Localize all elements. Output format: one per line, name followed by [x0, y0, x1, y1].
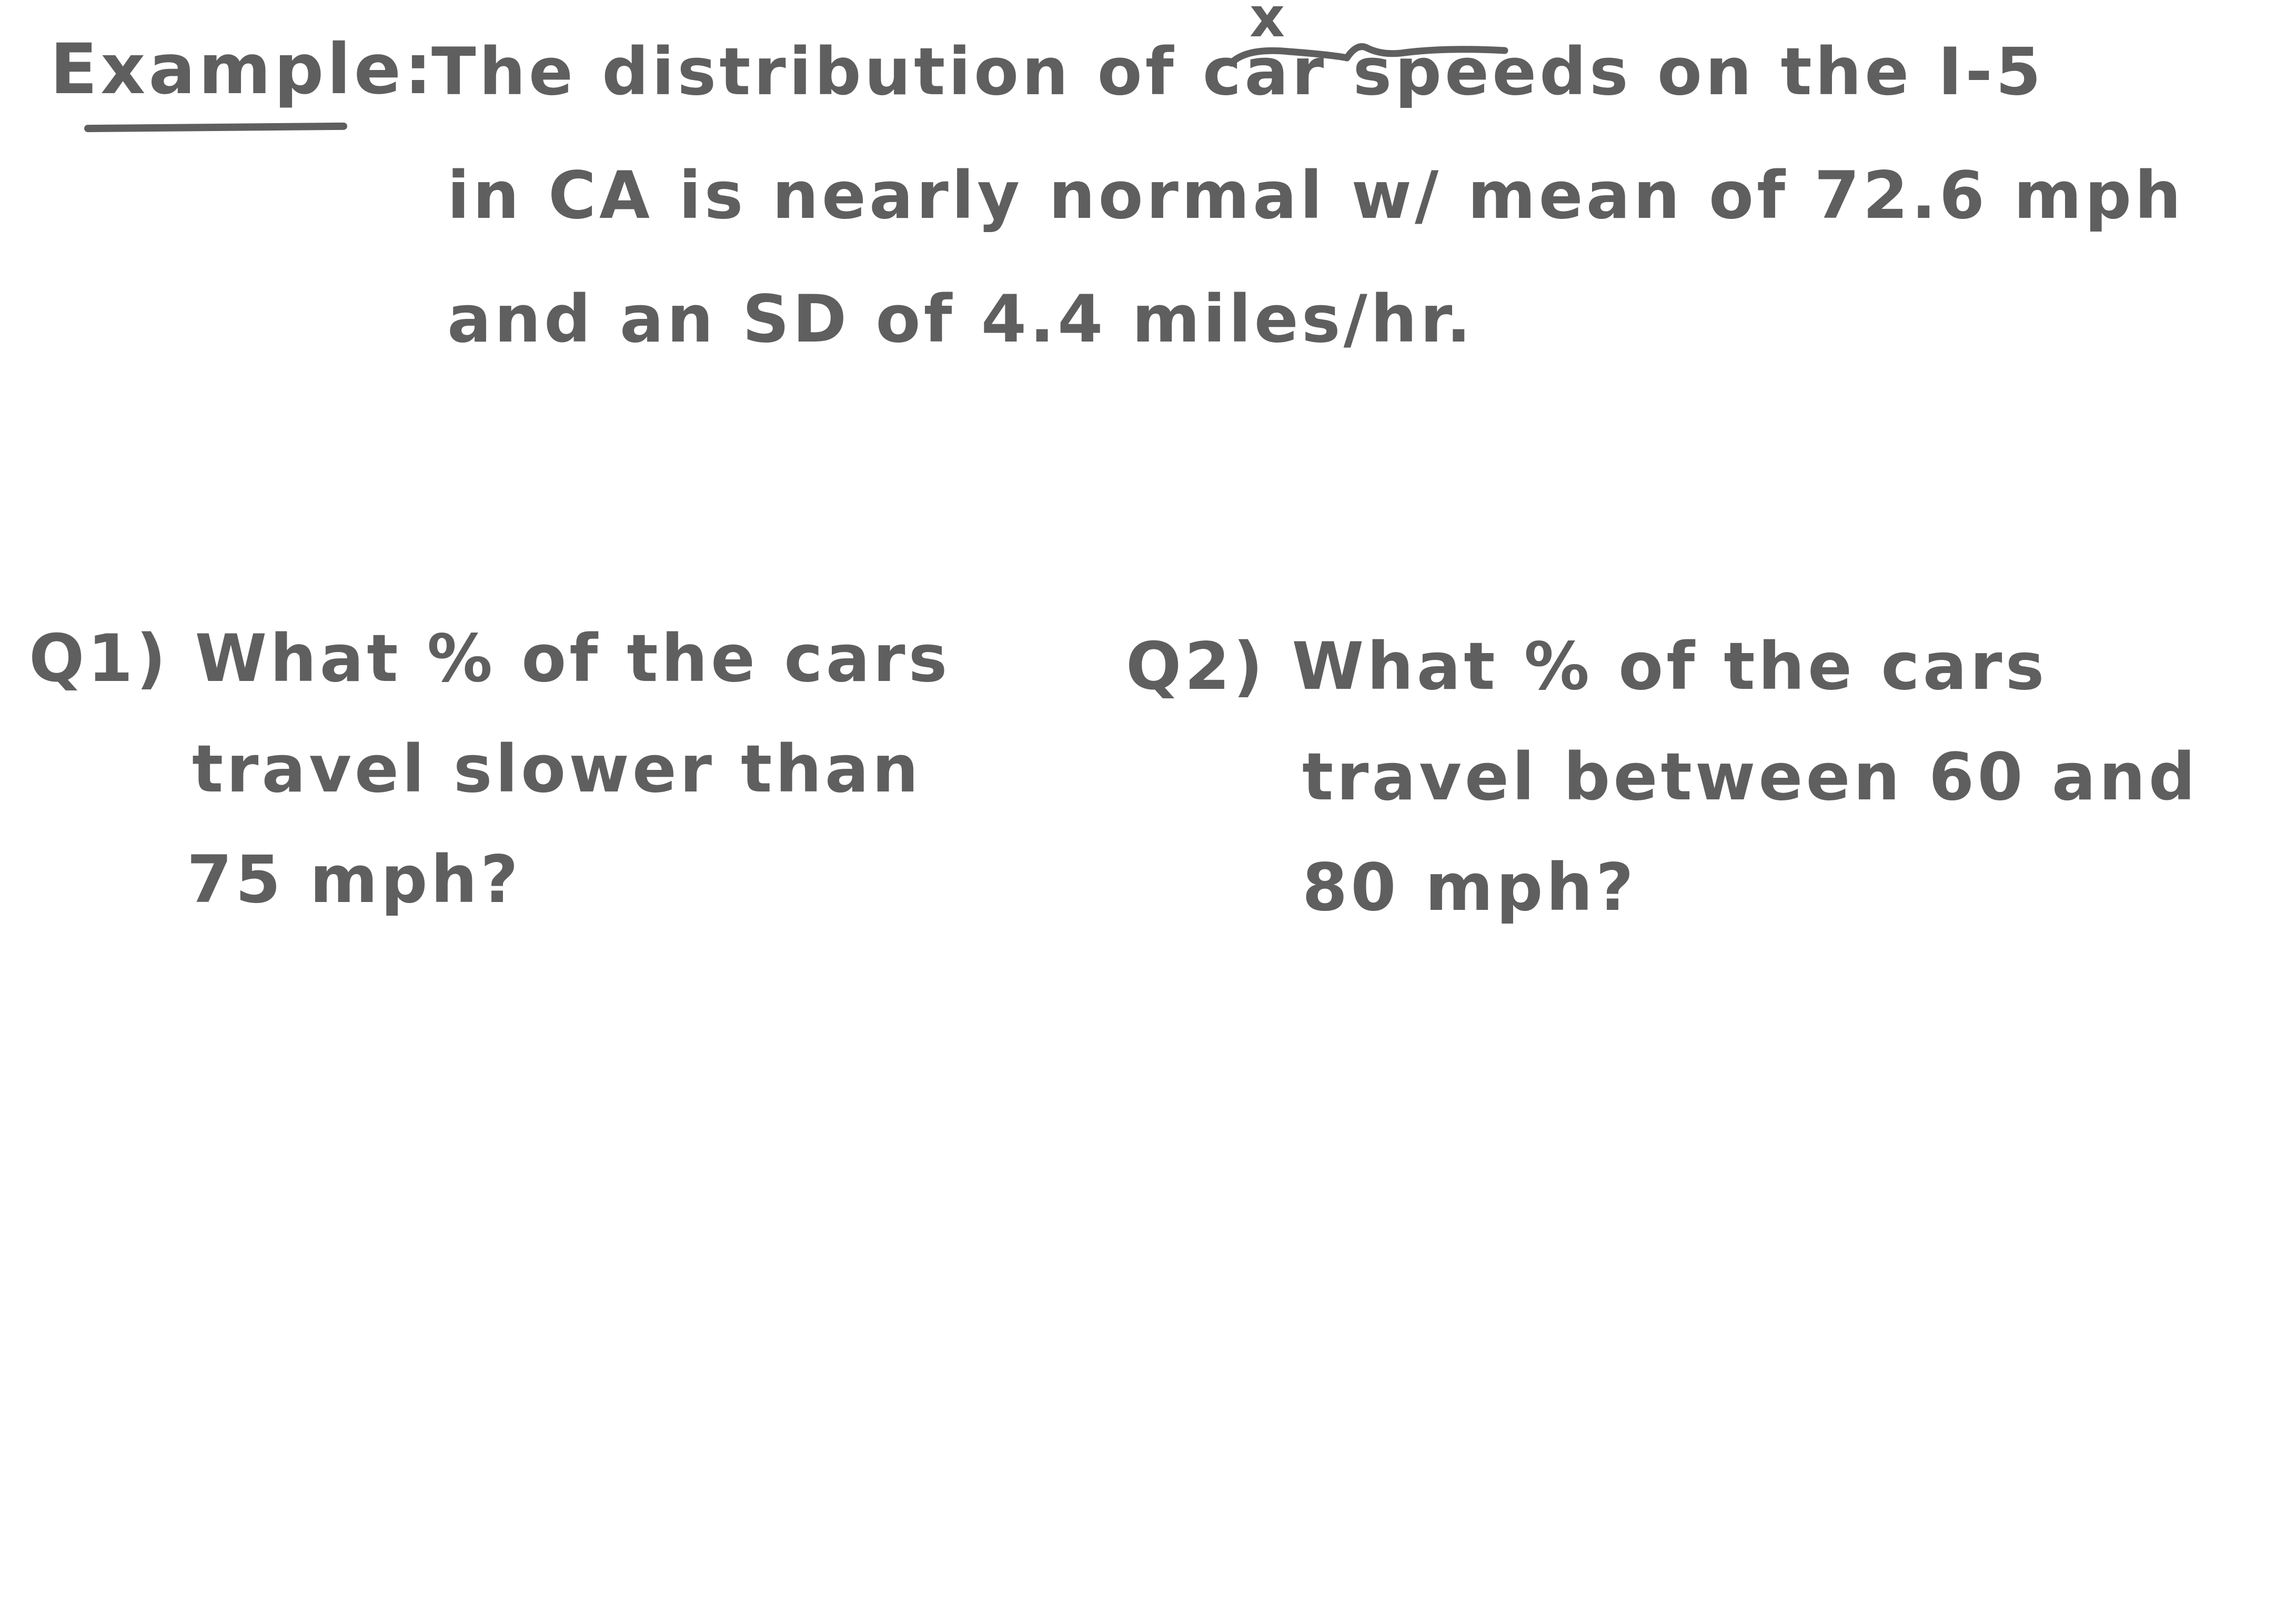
- example-label-underline: [84, 123, 347, 132]
- example-label: Example:: [50, 29, 435, 110]
- question-2-line-2: travel between 60 and: [1302, 739, 2199, 815]
- problem-statement-line-3: and an SD of 4.4 miles/hr.: [447, 282, 1474, 357]
- question-1-line-2: travel slower than: [192, 731, 922, 807]
- variable-x-annotation: x: [1250, 0, 1288, 49]
- question-1-line-1: Q1) What % of the cars: [29, 621, 951, 697]
- problem-statement-line-2: in CA is nearly normal w/ mean of 72.6 mph: [447, 158, 2184, 234]
- question-2-line-3: 80 mph?: [1302, 850, 1637, 926]
- problem-statement-line-1: The distribution of car speeds on the I-5: [431, 34, 2045, 110]
- question-1-line-3: 75 mph?: [187, 842, 521, 918]
- question-2-line-1: Q2) What % of the cars: [1126, 629, 2048, 705]
